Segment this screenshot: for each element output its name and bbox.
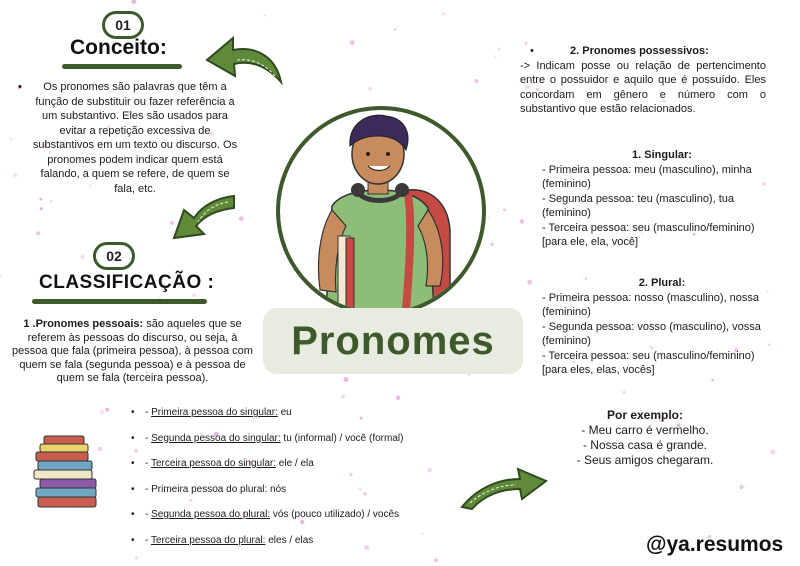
decorative-dot	[239, 216, 244, 221]
classificacao-title: CLASSIFICAÇÃO :	[39, 272, 215, 293]
bullet-dot: •	[18, 81, 22, 93]
bullet-dot: •	[131, 458, 135, 469]
bullet-dot: •	[131, 483, 135, 495]
possessivos-heading-line	[520, 44, 766, 59]
list-item-label: Segunda pessoa do plural:	[151, 509, 271, 520]
list-dash: -	[145, 458, 151, 469]
decorative-dot	[14, 173, 18, 177]
possessivos-block	[520, 44, 766, 117]
student-illustration-circle	[276, 106, 486, 316]
decorative-dot	[80, 255, 84, 259]
list-item	[131, 506, 403, 532]
list-item-label: Primeira pessoa do plural:	[151, 483, 268, 495]
plural-item: - Terceira pessoa: seu (masculino/feminino) [para eles, elas, vocês]	[542, 349, 755, 376]
conceito-text	[18, 80, 240, 196]
plural-item: - Primeira pessoa: nosso (masculino), nossa (feminino)	[542, 291, 760, 318]
exemplo-heading: Por exemplo:	[606, 408, 684, 422]
bullet-dot: •	[131, 534, 135, 546]
singular-item: - Segunda pessoa: teu (masculino), tua (feminino)	[542, 192, 735, 219]
page-title: Pronomes	[263, 308, 523, 374]
bullet-dot: •	[131, 509, 135, 520]
author-handle: @ya.resumos	[646, 533, 784, 556]
decorative-dot	[487, 217, 489, 219]
singular-heading: 1. Singular:	[632, 149, 692, 161]
list-dash: -	[145, 483, 152, 495]
decorative-dot	[39, 198, 42, 201]
bullet-dot: •	[131, 432, 135, 444]
decorative-dot	[770, 450, 775, 455]
singular-item: - Terceira pessoa: seu (masculino/feminino) [para ele, ela, você]	[542, 221, 755, 248]
list-item-label: Terceira pessoa do singular:	[150, 458, 277, 469]
exemplo-line: - Nossa casa é grande.	[582, 438, 708, 452]
decorative-dot	[341, 395, 345, 399]
list-item	[131, 404, 403, 430]
decorative-dot	[394, 28, 397, 31]
possessivos-heading: 2. Pronomes possessivos:	[570, 45, 709, 57]
pronomes-pessoais-label: 1 .Pronomes pessoais:	[23, 318, 144, 330]
list-item	[131, 455, 403, 481]
conceito-title: Conceito:	[70, 36, 167, 59]
decorative-dot	[427, 468, 432, 473]
decorative-dot	[739, 485, 743, 489]
decorative-dot	[10, 138, 12, 140]
list-dash: -	[145, 534, 151, 546]
list-item-value: vós (pouco utilizado) / vocês	[270, 509, 400, 520]
decorative-dot	[264, 15, 266, 17]
decorative-dot	[350, 40, 355, 45]
student-icon	[280, 110, 482, 312]
decorative-dot	[105, 408, 109, 412]
list-item-value: tu (informal) / você (formal)	[280, 432, 404, 444]
list-item-label: Terceira pessoa do plural:	[150, 534, 266, 546]
decorative-dot	[36, 231, 40, 235]
plural-block	[542, 276, 782, 378]
decorative-dot	[475, 79, 479, 83]
list-item	[131, 481, 403, 507]
decorative-dot	[422, 533, 424, 535]
decorative-dot	[40, 207, 43, 210]
list-item	[131, 532, 403, 558]
curved-arrow-icon	[458, 465, 548, 510]
list-item-value: nós	[267, 483, 287, 495]
singular-block	[542, 148, 782, 250]
section-number-badge: 02	[93, 242, 135, 270]
decorative-dot	[520, 219, 524, 223]
list-item-value: eu	[277, 407, 292, 418]
list-dash: -	[145, 509, 152, 520]
list-item-value: eles / elas	[265, 534, 314, 546]
decorative-dot	[50, 200, 52, 202]
list-item-value: ele / ela	[276, 458, 314, 469]
bullet-dot: •	[131, 407, 135, 418]
decorative-dot	[0, 274, 2, 277]
title-underline	[62, 64, 182, 69]
books-stack-icon	[30, 430, 110, 515]
decorative-dot	[498, 47, 501, 50]
exemplo-line: - Seus amigos chegaram.	[576, 453, 714, 467]
decorative-dot	[434, 558, 438, 562]
decorative-dot	[100, 410, 105, 415]
pronomes-pessoais-text	[10, 318, 255, 386]
exemplo-line: - Meu carro é vermelho.	[581, 423, 709, 437]
decorative-dot	[131, 0, 136, 4]
decorative-dot	[396, 396, 400, 400]
list-dash: -	[145, 432, 152, 444]
plural-heading: 2. Plural:	[638, 277, 686, 289]
decorative-dot	[369, 87, 372, 90]
decorative-dot	[192, 294, 196, 298]
list-item	[131, 430, 403, 456]
list-dash: -	[145, 407, 152, 418]
bullet-dot: •	[530, 45, 534, 57]
decorative-dot	[495, 55, 497, 57]
pronoun-list	[131, 404, 403, 557]
decorative-dot	[623, 391, 625, 393]
possessivos-text: -> Indicam posse ou relação de pertencimento entre o possuidor e aquilo que é possuído. Eles concordam em gênero e número com o substantivo que estão relacionados.	[520, 59, 766, 115]
plural-item: - Segunda pessoa: vosso (masculino), vossa (feminino)	[542, 320, 761, 347]
decorative-dot	[711, 379, 714, 382]
title-underline	[32, 299, 207, 304]
decorative-dot	[503, 209, 506, 212]
conceito-paragraph: Os pronomes são palavras que têm a função de substituir ou fazer referência a um substantivo. Eles são usados para evitar a repetição excessiva de substantivos em um texto ou discurso. Os pronomes podem indicar quem está falando, a quem se refere, de quem se fala, etc.	[32, 81, 238, 195]
section-number-badge: 01	[102, 11, 144, 39]
decorative-dot	[344, 377, 349, 382]
singular-item: - Primeira pessoa: meu (masculino), minha (feminino)	[542, 163, 752, 190]
list-item-label: Segunda pessoa do singular:	[151, 432, 281, 444]
pronomes-pessoais-definition: são aqueles que se referem às pessoas do discurso, ou seja, à pessoa que fala (primeira pessoa), à pessoa com quem se fala (segunda pessoa) e à pessoa de quem se fala (terceira pessoa).	[12, 318, 253, 384]
exemplo-block	[540, 408, 750, 468]
decorative-dot	[491, 243, 494, 246]
list-item-label: Primeira pessoa do singular:	[151, 407, 278, 418]
curved-arrow-icon	[168, 190, 238, 245]
curved-arrow-icon	[203, 32, 283, 87]
decorative-dot	[527, 280, 532, 285]
decorative-dot	[442, 12, 445, 15]
